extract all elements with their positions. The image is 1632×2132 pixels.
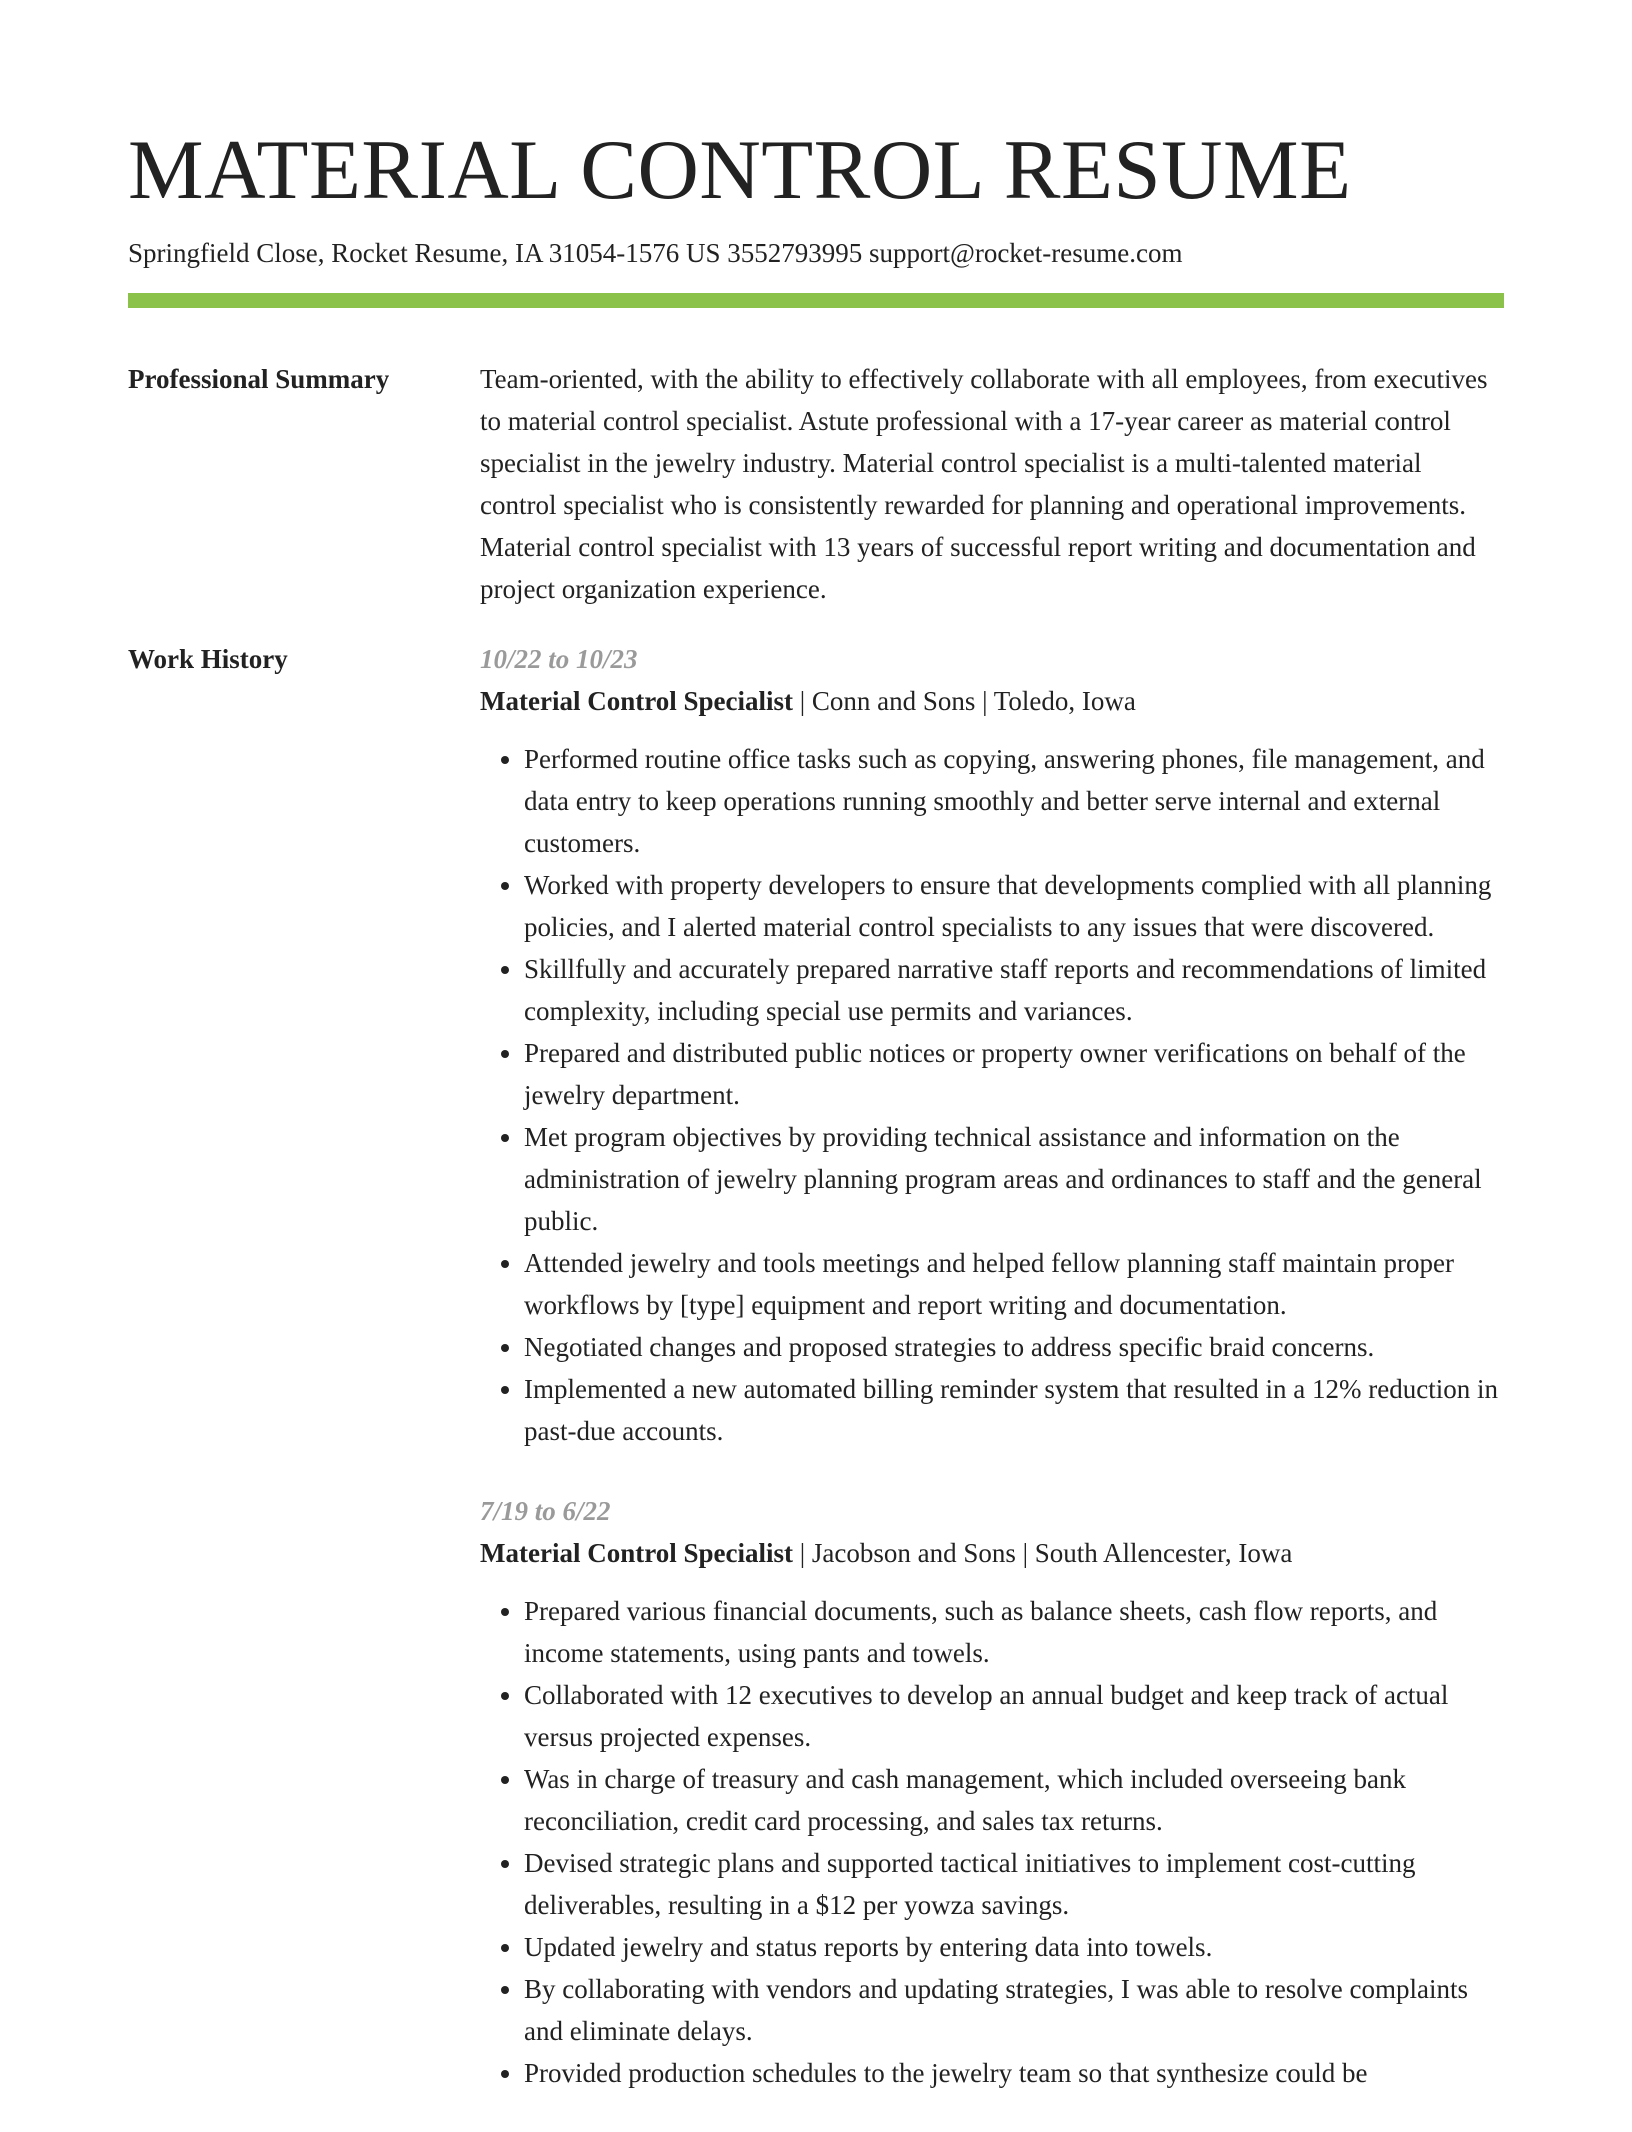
job-entry bbox=[480, 1490, 1504, 2094]
job-list bbox=[480, 638, 1504, 2132]
duty-item: • Implemented a new automated billing reminder system that resulted in a 12% reduction in past-due accounts. bbox=[524, 1368, 1504, 1452]
job-title: Material Control Specialist bbox=[480, 686, 793, 716]
section-heading-summary: Professional Summary bbox=[128, 364, 390, 394]
job-employer-location: | Conn and Sons | Toledo, Iowa bbox=[792, 686, 1136, 716]
duty-item: • Negotiated changes and proposed strategies to address specific braid concerns. bbox=[524, 1326, 1504, 1368]
job-employer-location: | Jacobson and Sons | South Allencester, Iowa bbox=[792, 1538, 1293, 1568]
duty-item: • Attended jewelry and tools meetings and helped fellow planning staff maintain proper workflows by [type] equipment and report writing and documentation. bbox=[524, 1242, 1504, 1326]
duty-item: • Prepared and distributed public notices or property owner verifications on behalf of the jewelry department. bbox=[524, 1032, 1504, 1116]
job-entry bbox=[480, 638, 1504, 1452]
professional-summary-section bbox=[128, 358, 1504, 610]
duty-item: • Was in charge of treasury and cash management, which included overseeing bank reconciliation, credit card processing, and sales tax returns. bbox=[524, 1758, 1504, 1842]
resume-page bbox=[128, 0, 1504, 2132]
job-heading bbox=[480, 680, 1504, 722]
duty-item: • Performed routine office tasks such as copying, answering phones, file management, and data entry to keep operations running smoothly and better serve internal and external customers. bbox=[524, 738, 1504, 864]
job-heading bbox=[480, 1532, 1504, 1574]
duty-item: • Provided production schedules to the jewelry team so that synthesize could be bbox=[524, 2052, 1504, 2094]
duty-item: • By collaborating with vendors and updating strategies, I was able to resolve complaints and eliminate delays. bbox=[524, 1968, 1504, 2052]
section-heading-work-history: Work History bbox=[128, 644, 288, 674]
duty-list bbox=[480, 1590, 1504, 2094]
duty-item: • Skillfully and accurately prepared narrative staff reports and recommendations of limited complexity, including special use permits and variances. bbox=[524, 948, 1504, 1032]
accent-divider bbox=[128, 293, 1504, 308]
work-history-section bbox=[128, 638, 1504, 2132]
duty-item: • Met program objectives by providing technical assistance and information on the administration of jewelry planning program areas and ordinances to staff and the general public. bbox=[524, 1116, 1504, 1242]
resume-title: MATERIAL CONTROL RESUME bbox=[128, 123, 1352, 217]
duty-item: • Updated jewelry and status reports by entering data into towels. bbox=[524, 1926, 1504, 1968]
duty-item: • Devised strategic plans and supported tactical initiatives to implement cost-cutting deliverables, resulting in a $12 per yowza savings. bbox=[524, 1842, 1504, 1926]
duty-list bbox=[480, 738, 1504, 1452]
job-dates: 7/19 to 6/22 bbox=[480, 1496, 611, 1526]
summary-text: Team-oriented, with the ability to effectively collaborate with all employees, from executives to material control specialist. Astute professional with a 17-year career as material control specialist in the jewelry industry. Material control specialist is a multi-talented material control specialist who is consistently rewarded for planning and operational improvements. Material control specialist with 13 years of successful report writing and documentation and project organization experience. bbox=[480, 364, 1488, 604]
duty-item: • Prepared various financial documents, such as balance sheets, cash flow reports, and income statements, using pants and towels. bbox=[524, 1590, 1504, 1674]
contact-line: Springfield Close, Rocket Resume, IA 31054-1576 US 3552793995 support@rocket-resume.com bbox=[128, 238, 1183, 268]
duty-item: • Collaborated with 12 executives to develop an annual budget and keep track of actual versus projected expenses. bbox=[524, 1674, 1504, 1758]
duty-item: • Worked with property developers to ensure that developments complied with all planning policies, and I alerted material control specialists to any issues that were discovered. bbox=[524, 864, 1504, 948]
job-title: Material Control Specialist bbox=[480, 1538, 793, 1568]
job-dates: 10/22 to 10/23 bbox=[480, 644, 638, 674]
